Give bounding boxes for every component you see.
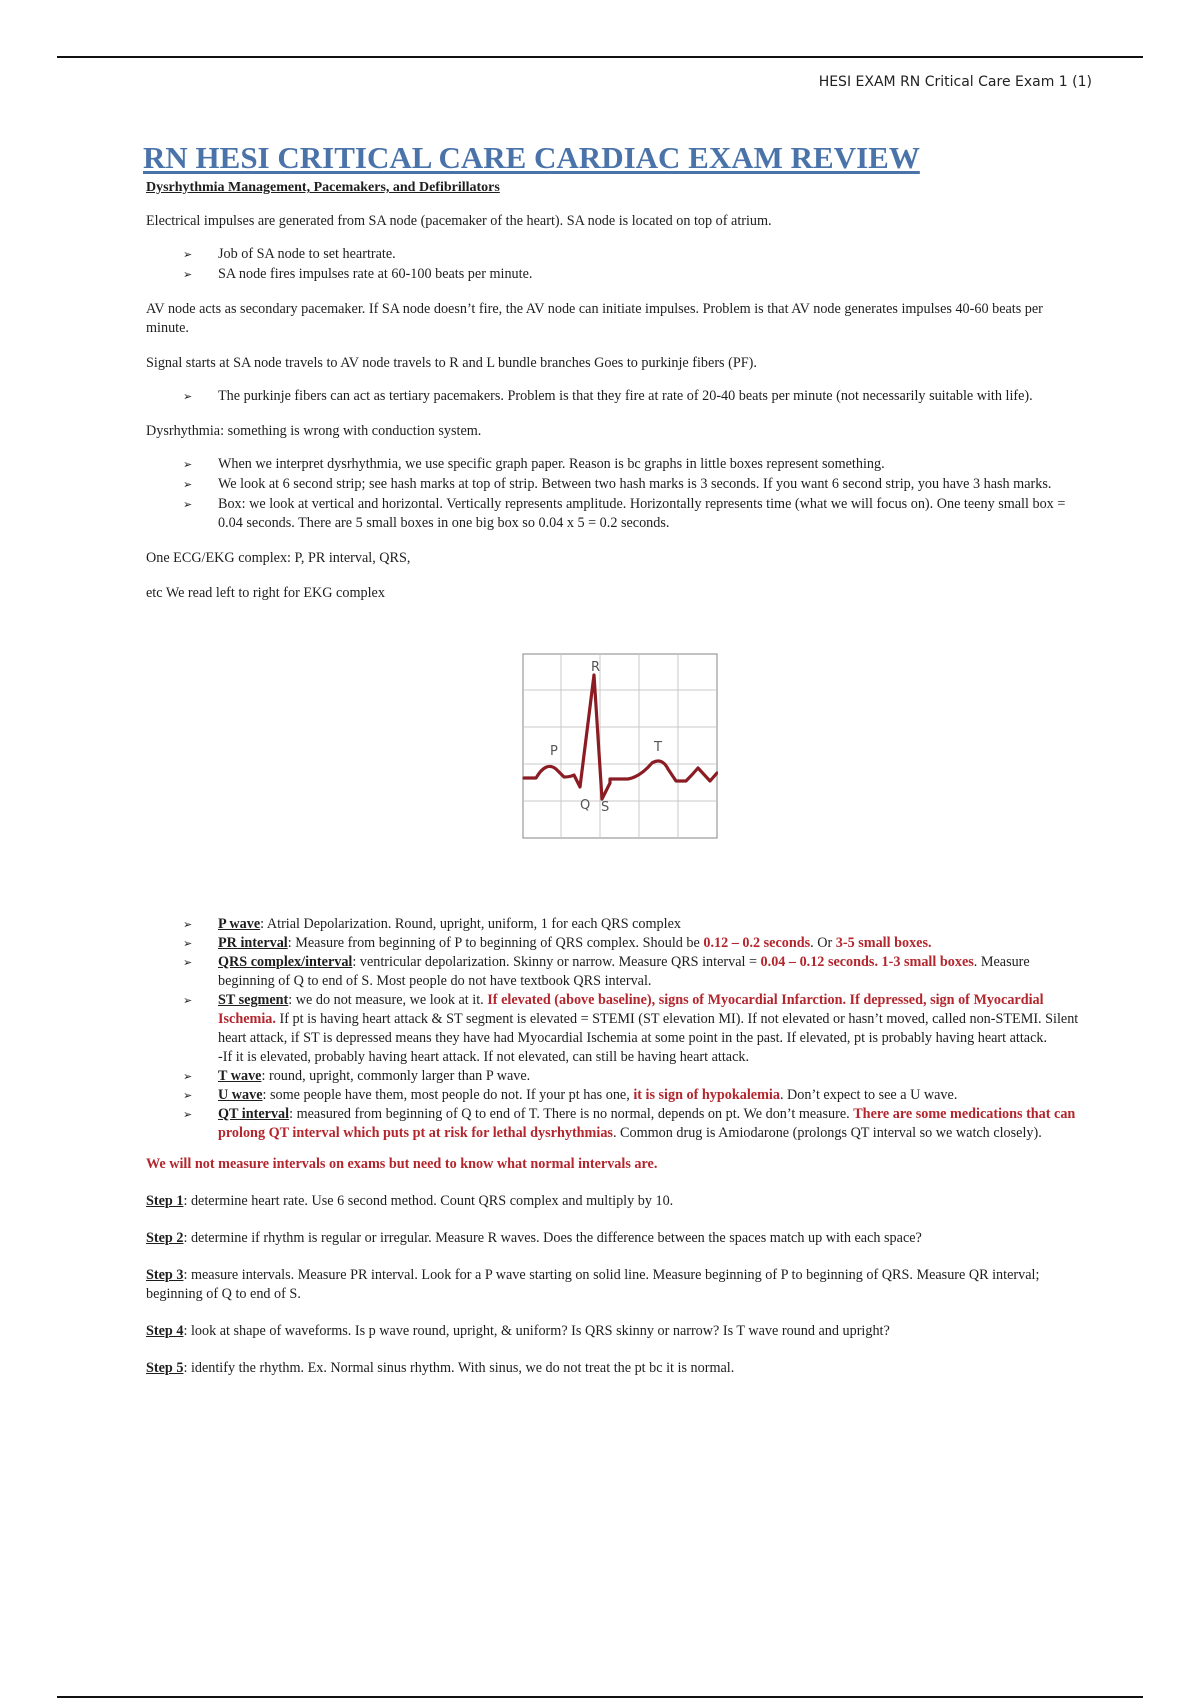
arrow-bullet-icon: ➢ bbox=[183, 498, 193, 511]
arrow-bullet-icon: ➢ bbox=[183, 1108, 193, 1121]
paragraph-av-node: AV node acts as secondary pacemaker. If SA node doesn’t fire, the AV node can initiate impulses. Problem is that AV node generates impulses 40-60 beats per minute. bbox=[146, 301, 1043, 336]
arrow-bullet-icon: ➢ bbox=[183, 1089, 193, 1102]
list-item: ➢ SA node fires impulses rate at 60-100 beats per minute. bbox=[183, 266, 533, 282]
list-item-t-wave: ➢ T wave: round, upright, commonly larger than P wave. bbox=[183, 1068, 531, 1084]
ecg-label-t: T bbox=[654, 740, 662, 755]
paragraph-read-direction: etc We read left to right for EKG complex bbox=[146, 585, 385, 601]
list-item: ➢ Box: we look at vertical and horizontal. Vertically represents amplitude. Horizontally represents time (what we will focus on). One teeny small box = 0.04 seconds. There are 5 small boxes in one big box so 0.04 x 5 = 0.2 seconds. bbox=[183, 496, 1066, 531]
paragraph-complex: One ECG/EKG complex: P, PR interval, QRS, bbox=[146, 550, 411, 566]
exam-note: We will not measure intervals on exams but need to know what normal intervals are. bbox=[146, 1156, 658, 1172]
arrow-bullet-icon: ➢ bbox=[183, 1070, 193, 1083]
arrow-bullet-icon: ➢ bbox=[183, 956, 193, 969]
list-purkinje bbox=[146, 387, 1084, 406]
document-title: RN HESI CRITICAL CARE CARDIAC EXAM REVIEW bbox=[143, 140, 920, 175]
arrow-bullet-icon: ➢ bbox=[183, 937, 193, 950]
list-item-u-wave: ➢ U wave: some people have them, most people do not. If your pt has one, it is sign of hypokalemia. Don’t expect to see a U wave. bbox=[183, 1087, 958, 1103]
document-body bbox=[143, 140, 1084, 1396]
arrow-bullet-icon: ➢ bbox=[183, 390, 193, 403]
header-rule bbox=[57, 56, 1143, 58]
ecg-label-s: S bbox=[601, 800, 610, 815]
step-2: Step 2: determine if rhythm is regular or irregular. Measure R waves. Does the difference between the spaces match up with each space? bbox=[146, 1230, 922, 1246]
list-item: ➢ When we interpret dysrhythmia, we use specific graph paper. Reason is bc graphs in little boxes represent something. bbox=[183, 456, 885, 472]
list-item-pr-interval: ➢ PR interval: Measure from beginning of P to beginning of QRS complex. Should be 0.12 – 0.2 seconds. Or 3-5 small boxes. bbox=[183, 935, 932, 951]
arrow-bullet-icon: ➢ bbox=[183, 268, 193, 281]
list-item: ➢ The purkinje fibers can act as tertiary pacemakers. Problem is that they fire at rate of 20-40 beats per minute (not necessarily suitable with life). bbox=[183, 388, 1033, 404]
paragraph-sa-node: Electrical impulses are generated from SA node (pacemaker of the heart). SA node is located on top of atrium. bbox=[146, 213, 772, 229]
list-item: ➢ We look at 6 second strip; see hash marks at top of strip. Between two hash marks is 3 seconds. If you want 6 second strip, you have 3 hash marks. bbox=[183, 476, 1052, 492]
list-graph-paper bbox=[146, 455, 1084, 533]
arrow-bullet-icon: ➢ bbox=[183, 458, 193, 471]
paragraph-dysrhythmia: Dysrhythmia: something is wrong with conduction system. bbox=[146, 423, 482, 439]
list-item: ➢ Job of SA node to set heartrate. bbox=[183, 246, 396, 262]
ecg-complex-diagram bbox=[522, 653, 718, 839]
arrow-bullet-icon: ➢ bbox=[183, 478, 193, 491]
ecg-label-q: Q bbox=[580, 798, 591, 813]
list-item-st-segment: ➢ ST segment: we do not measure, we look at it. If elevated (above baseline), signs of Myocardial Infarction. If depressed, sign of Myocardial Ischemia. If pt is having heart attack & ST segment is elevated = STEMI (ST elevation MI). If not elevated or hasn’t moved, called non-STEMI. Silent heart attack, if ST is depressed means they have had Myocardial Ischemia at some point in the past. If elevated, pt is probably having heart attack. -If it is elevated, probably having heart attack. If not elevated, can still be having heart attack. bbox=[183, 992, 1079, 1065]
list-item-qt-interval: ➢ QT interval: measured from beginning of Q to end of T. There is no normal, depends on pt. We don’t measure. There are some medications that can prolong QT interval which puts pt at risk for lethal dysrhythmias. Common drug is Amiodarone (prolongs QT interval so we watch closely). bbox=[183, 1106, 1076, 1141]
list-item-qrs: ➢ QRS complex/interval: ventricular depolarization. Skinny or narrow. Measure QRS interval = 0.04 – 0.12 seconds. 1-3 small boxes. Measure beginning of Q to end of S. Most people do not have textbook QRS interval. bbox=[183, 954, 1030, 989]
arrow-bullet-icon: ➢ bbox=[183, 994, 193, 1007]
ecg-figure bbox=[146, 619, 1084, 915]
step-1: Step 1: determine heart rate. Use 6 second method. Count QRS complex and multiply by 10. bbox=[146, 1193, 674, 1209]
step-5: Step 5: identify the rhythm. Ex. Normal sinus rhythm. With sinus, we do not treat the pt bc it is normal. bbox=[146, 1360, 735, 1376]
ecg-label-p: P bbox=[550, 744, 558, 759]
arrow-bullet-icon: ➢ bbox=[183, 918, 193, 931]
step-3: Step 3: measure intervals. Measure PR interval. Look for a P wave starting on solid line. Measure beginning of P to beginning of QRS. Measure QR interval; beginning of Q to end of S. bbox=[146, 1267, 1040, 1302]
section-subtitle: Dysrhythmia Management, Pacemakers, and Defibrillators bbox=[146, 180, 500, 195]
running-header: HESI EXAM RN Critical Care Exam 1 (1) bbox=[818, 74, 1092, 90]
arrow-bullet-icon: ➢ bbox=[183, 248, 193, 261]
list-waveforms bbox=[146, 915, 1084, 1143]
footer-rule bbox=[57, 1696, 1143, 1698]
paragraph-signal-path: Signal starts at SA node travels to AV node travels to R and L bundle branches Goes to purkinje fibers (PF). bbox=[146, 355, 757, 371]
ecg-label-r: R bbox=[591, 660, 601, 675]
list-sa-node bbox=[146, 245, 1084, 284]
list-item-p-wave: ➢ P wave: Atrial Depolarization. Round, upright, uniform, 1 for each QRS complex bbox=[183, 916, 681, 932]
step-4: Step 4: look at shape of waveforms. Is p wave round, upright, & uniform? Is QRS skinny or narrow? Is T wave round and upright? bbox=[146, 1323, 890, 1339]
